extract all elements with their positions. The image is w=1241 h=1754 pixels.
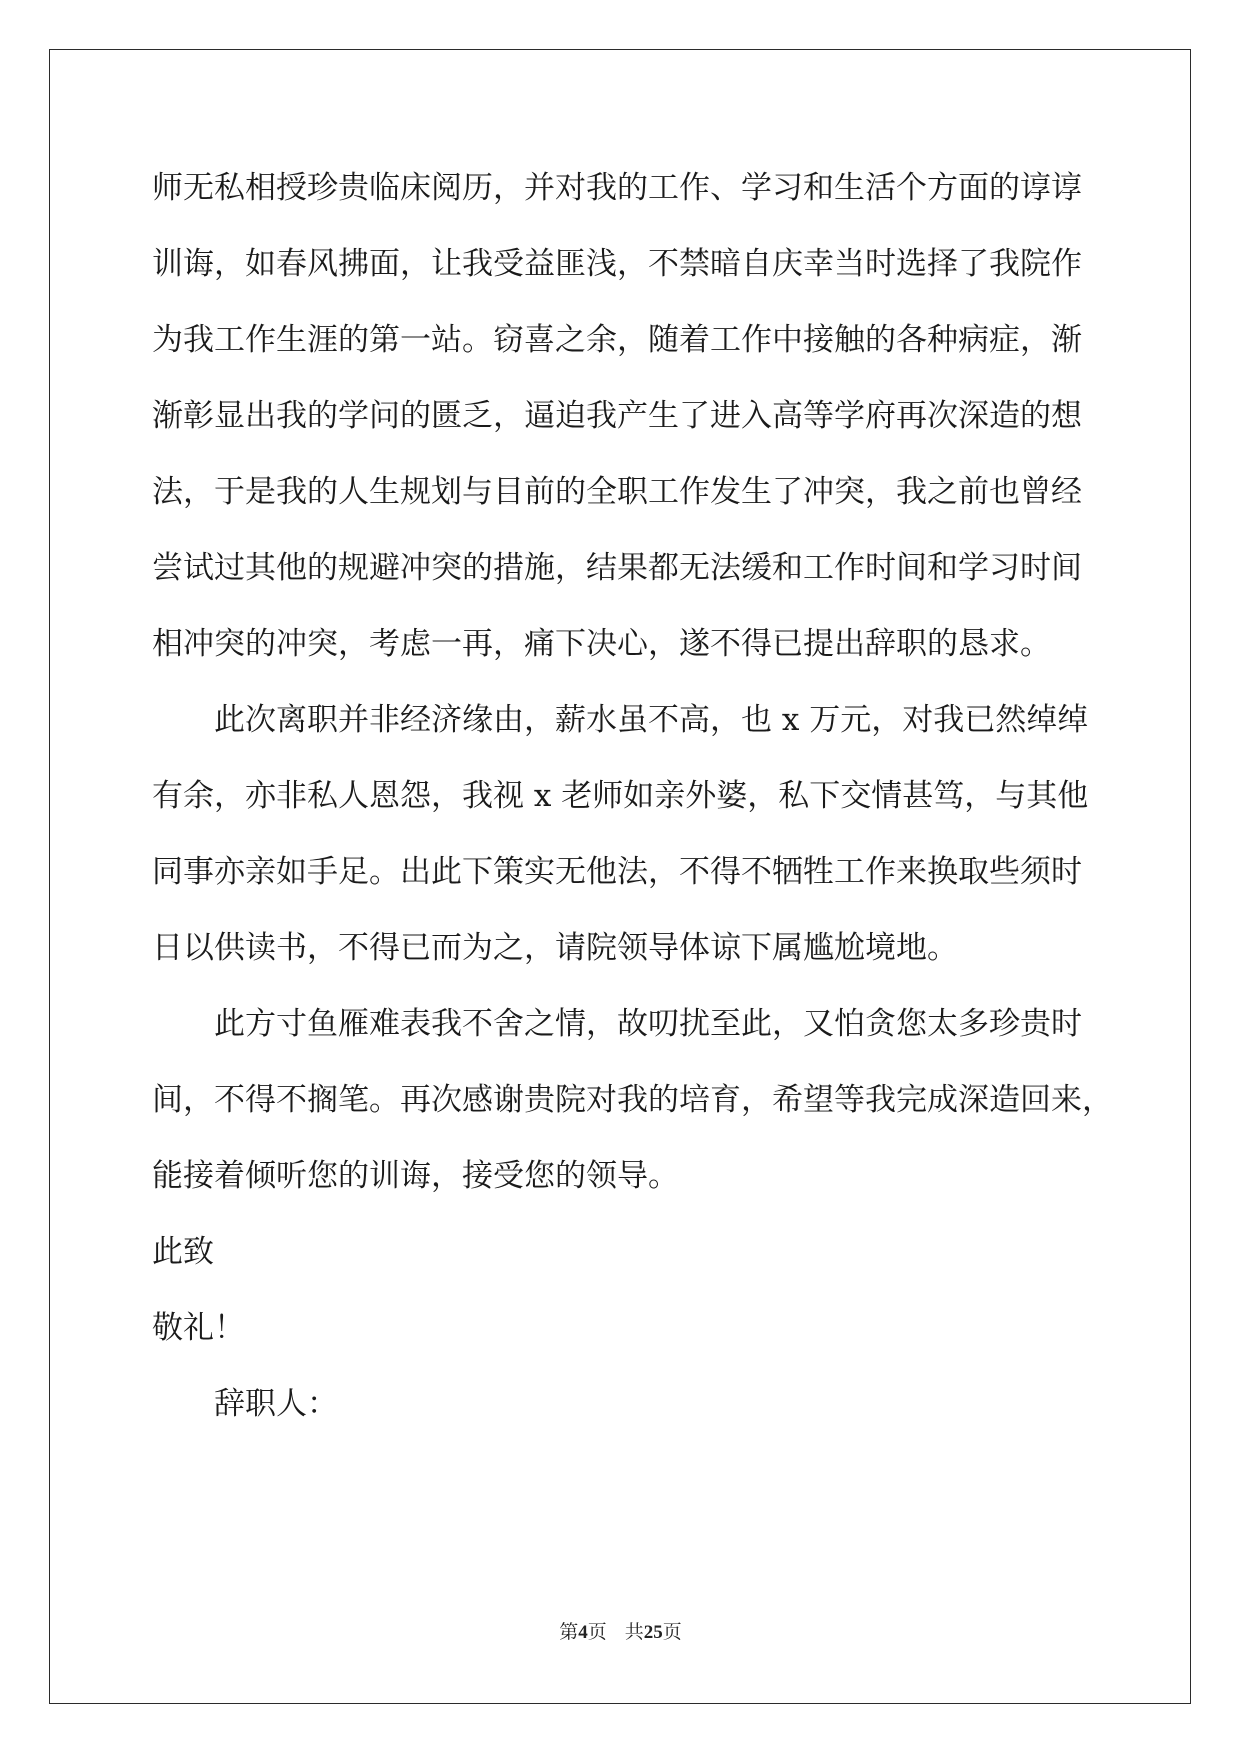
closing-salutation: 此致 (152, 1234, 214, 1270)
closing-regards: 敬礼！ (152, 1310, 245, 1346)
paragraph-1 (152, 150, 1092, 682)
text-line: 相冲突的冲突，考虑一再，痛下决心，遂不得已提出辞职的恳求。 (152, 626, 1051, 662)
text-line: 渐彰显出我的学问的匮乏，逼迫我产生了进入高等学府再次深造的想 (152, 398, 1082, 434)
text-line: 日以供读书，不得已而为之，请院领导体谅下属尴尬境地。 (152, 930, 958, 966)
page-footer (0, 1617, 1241, 1644)
page-prefix: 第 (559, 1622, 579, 1643)
text-line: 此方寸鱼雁难表我不舍之情，故叨扰至此，又怕贪您太多珍贵时 (214, 1006, 1082, 1042)
text-line: 同事亦亲如手足。出此下策实无他法，不得不牺牲工作来换取些须时 (152, 854, 1082, 890)
text-line: 此次离职并非经济缘由，薪水虽不高，也 x 万元，对我已然绰绰 (214, 702, 1089, 738)
text-line: 尝试过其他的规避冲突的措施，结果都无法缓和工作时间和学习时间 (152, 550, 1082, 586)
text-line: 训诲，如春风拂面，让我受益匪浅，不禁暗自庆幸当时选择了我院作 (152, 246, 1082, 282)
text-line: 师无私相授珍贵临床阅历，并对我的工作、学习和生活个方面的谆谆 (152, 170, 1082, 206)
page-suffix: 页 (587, 1622, 607, 1643)
document-body (152, 150, 1113, 1442)
text-line: 能接着倾听您的训诲，接受您的领导。 (152, 1158, 679, 1194)
text-line: 间，不得不搁笔。再次感谢贵院对我的培育，希望等我完成深造回来， (152, 1082, 1113, 1118)
text-line: 为我工作生涯的第一站。窃喜之余，随着工作中接触的各种病症，渐 (152, 322, 1082, 358)
total-suffix: 页 (662, 1622, 682, 1643)
text-line: 法，于是我的人生规划与目前的全职工作发生了冲突，我之前也曾经 (152, 474, 1082, 510)
total-pages: 25 (643, 1622, 663, 1643)
page-number: 4 (578, 1622, 588, 1643)
paragraph-2 (152, 682, 1092, 986)
signer-label: 辞职人： (214, 1386, 338, 1422)
text-line: 有余，亦非私人恩怨，我视 x 老师如亲外婆，私下交情甚笃，与其他 (152, 778, 1089, 814)
paragraph-3 (152, 986, 1113, 1214)
total-prefix: 共 (624, 1622, 644, 1643)
